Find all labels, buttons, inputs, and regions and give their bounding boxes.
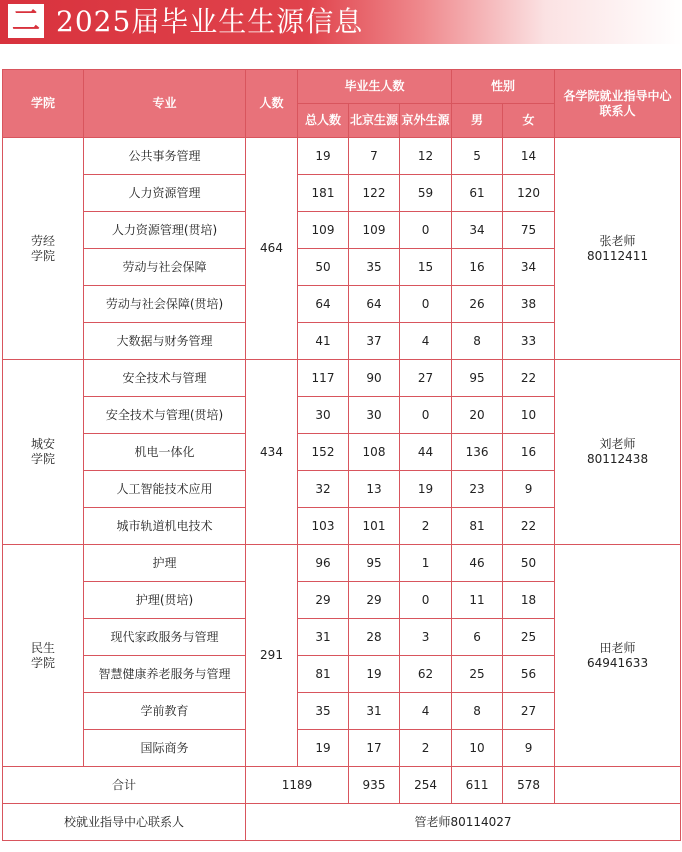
major-name: 劳动与社会保障 <box>84 249 246 286</box>
header-female: 女 <box>503 104 555 138</box>
cell-female: 38 <box>503 286 555 323</box>
cell-beijing: 13 <box>349 471 400 508</box>
cell-female: 16 <box>503 434 555 471</box>
cell-female: 34 <box>503 249 555 286</box>
section-title: 2025届毕业生生源信息 <box>56 5 364 38</box>
cell-male: 20 <box>452 397 503 434</box>
cell-female: 14 <box>503 138 555 175</box>
major-name: 人力资源管理 <box>84 175 246 212</box>
major-name: 人力资源管理(贯培) <box>84 212 246 249</box>
cell-total: 152 <box>298 434 349 471</box>
cell-beijing: 29 <box>349 582 400 619</box>
table-body <box>3 138 681 767</box>
totals-outside: 254 <box>400 767 452 804</box>
header-beijing: 北京生源 <box>349 104 400 138</box>
cell-female: 18 <box>503 582 555 619</box>
cell-male: 136 <box>452 434 503 471</box>
major-name: 国际商务 <box>84 730 246 767</box>
cell-beijing: 95 <box>349 545 400 582</box>
cell-beijing: 108 <box>349 434 400 471</box>
header-grads: 毕业生人数 <box>298 70 452 104</box>
totals-total: 1189 <box>246 767 349 804</box>
cell-male: 34 <box>452 212 503 249</box>
cell-beijing: 28 <box>349 619 400 656</box>
header-gender: 性别 <box>452 70 555 104</box>
cell-outside: 62 <box>400 656 452 693</box>
major-name: 公共事务管理 <box>84 138 246 175</box>
cell-outside: 0 <box>400 212 452 249</box>
header-outside: 京外生源 <box>400 104 452 138</box>
totals-label: 合计 <box>3 767 246 804</box>
cell-female: 50 <box>503 545 555 582</box>
cell-beijing: 37 <box>349 323 400 360</box>
cell-male: 6 <box>452 619 503 656</box>
college-name-line2: 学院 <box>30 655 55 670</box>
major-name: 智慧健康养老服务与管理 <box>84 656 246 693</box>
header-contact-line1: 各学院就业指导中心 <box>563 88 672 103</box>
cell-male: 23 <box>452 471 503 508</box>
totals-female: 578 <box>503 767 555 804</box>
contact-phone: 64941633 <box>587 655 649 670</box>
cell-female: 22 <box>503 508 555 545</box>
section-banner <box>0 0 682 44</box>
header-count: 人数 <box>246 70 298 138</box>
cell-beijing: 109 <box>349 212 400 249</box>
cell-male: 5 <box>452 138 503 175</box>
cell-male: 25 <box>452 656 503 693</box>
college-name-line2: 学院 <box>30 452 55 466</box>
major-name: 城市轨道机电技术 <box>84 508 246 545</box>
cell-outside: 2 <box>400 508 452 545</box>
totals-row <box>3 767 681 804</box>
cell-outside: 4 <box>400 323 452 360</box>
header-contact-line2: 联系人 <box>599 103 636 118</box>
cell-outside: 27 <box>400 360 452 397</box>
college-contact <box>555 360 681 545</box>
college-count: 464 <box>246 138 298 360</box>
cell-outside: 4 <box>400 693 452 730</box>
cell-total: 30 <box>298 397 349 434</box>
header-major: 专业 <box>84 70 246 138</box>
cell-outside: 44 <box>400 434 452 471</box>
cell-female: 9 <box>503 730 555 767</box>
cell-female: 9 <box>503 471 555 508</box>
college-contact <box>555 545 681 767</box>
college-name <box>3 138 84 360</box>
cell-outside: 0 <box>400 286 452 323</box>
cell-male: 95 <box>452 360 503 397</box>
cell-total: 31 <box>298 619 349 656</box>
cell-outside: 3 <box>400 619 452 656</box>
major-name: 人工智能技术应用 <box>84 471 246 508</box>
cell-beijing: 122 <box>349 175 400 212</box>
header-contact <box>555 70 681 138</box>
major-name: 大数据与财务管理 <box>84 323 246 360</box>
table-row <box>3 360 681 397</box>
cell-beijing: 17 <box>349 730 400 767</box>
major-name: 现代家政服务与管理 <box>84 619 246 656</box>
cell-outside: 2 <box>400 730 452 767</box>
table-row <box>3 138 681 175</box>
cell-outside: 1 <box>400 545 452 582</box>
school-contact-row <box>3 804 681 841</box>
cell-beijing: 7 <box>349 138 400 175</box>
cell-beijing: 31 <box>349 693 400 730</box>
cell-male: 11 <box>452 582 503 619</box>
cell-total: 50 <box>298 249 349 286</box>
cell-female: 27 <box>503 693 555 730</box>
major-name: 安全技术与管理(贯培) <box>84 397 246 434</box>
graduate-source-table <box>2 69 681 841</box>
college-count: 291 <box>246 545 298 767</box>
cell-female: 22 <box>503 360 555 397</box>
cell-female: 25 <box>503 619 555 656</box>
totals-male: 611 <box>452 767 503 804</box>
cell-total: 41 <box>298 323 349 360</box>
cell-outside: 15 <box>400 249 452 286</box>
college-name-line1: 劳经 <box>30 233 55 248</box>
cell-total: 35 <box>298 693 349 730</box>
cell-total: 19 <box>298 138 349 175</box>
cell-beijing: 101 <box>349 508 400 545</box>
cell-total: 109 <box>298 212 349 249</box>
cell-male: 8 <box>452 693 503 730</box>
cell-total: 81 <box>298 656 349 693</box>
college-contact <box>555 138 681 360</box>
college-name <box>3 545 84 767</box>
totals-beijing: 935 <box>349 767 400 804</box>
table-row <box>3 545 681 582</box>
section-number: 二 <box>8 4 44 38</box>
cell-total: 96 <box>298 545 349 582</box>
cell-total: 103 <box>298 508 349 545</box>
contact-name: 田老师 <box>599 640 636 655</box>
major-name: 学前教育 <box>84 693 246 730</box>
college-count: 434 <box>246 360 298 545</box>
cell-outside: 19 <box>400 471 452 508</box>
cell-male: 61 <box>452 175 503 212</box>
cell-female: 56 <box>503 656 555 693</box>
cell-female: 10 <box>503 397 555 434</box>
major-name: 劳动与社会保障(贯培) <box>84 286 246 323</box>
contact-name: 张老师 <box>599 233 636 248</box>
cell-outside: 0 <box>400 582 452 619</box>
cell-male: 10 <box>452 730 503 767</box>
header-male: 男 <box>452 104 503 138</box>
contact-phone: 80112438 <box>587 452 649 466</box>
college-name-line2: 学院 <box>30 248 55 263</box>
major-name: 护理(贯培) <box>84 582 246 619</box>
cell-beijing: 64 <box>349 286 400 323</box>
cell-outside: 0 <box>400 397 452 434</box>
school-contact-value: 管老师80114027 <box>246 804 681 841</box>
school-contact-label: 校就业指导中心联系人 <box>3 804 246 841</box>
cell-male: 16 <box>452 249 503 286</box>
cell-beijing: 19 <box>349 656 400 693</box>
header-total: 总人数 <box>298 104 349 138</box>
college-name-line1: 民生 <box>30 640 55 655</box>
cell-total: 117 <box>298 360 349 397</box>
cell-female: 120 <box>503 175 555 212</box>
totals-contact-blank <box>555 767 681 804</box>
cell-outside: 59 <box>400 175 452 212</box>
cell-beijing: 30 <box>349 397 400 434</box>
cell-male: 46 <box>452 545 503 582</box>
cell-outside: 12 <box>400 138 452 175</box>
major-name: 机电一体化 <box>84 434 246 471</box>
header-college: 学院 <box>3 70 84 138</box>
contact-phone: 80112411 <box>587 248 649 263</box>
cell-female: 33 <box>503 323 555 360</box>
cell-total: 64 <box>298 286 349 323</box>
cell-total: 29 <box>298 582 349 619</box>
cell-male: 8 <box>452 323 503 360</box>
cell-male: 81 <box>452 508 503 545</box>
cell-female: 75 <box>503 212 555 249</box>
major-name: 护理 <box>84 545 246 582</box>
cell-total: 19 <box>298 730 349 767</box>
contact-name: 刘老师 <box>599 437 636 451</box>
cell-total: 181 <box>298 175 349 212</box>
college-name-line1: 城安 <box>30 437 55 451</box>
cell-beijing: 35 <box>349 249 400 286</box>
college-name <box>3 360 84 545</box>
cell-male: 26 <box>452 286 503 323</box>
cell-beijing: 90 <box>349 360 400 397</box>
major-name: 安全技术与管理 <box>84 360 246 397</box>
cell-total: 32 <box>298 471 349 508</box>
